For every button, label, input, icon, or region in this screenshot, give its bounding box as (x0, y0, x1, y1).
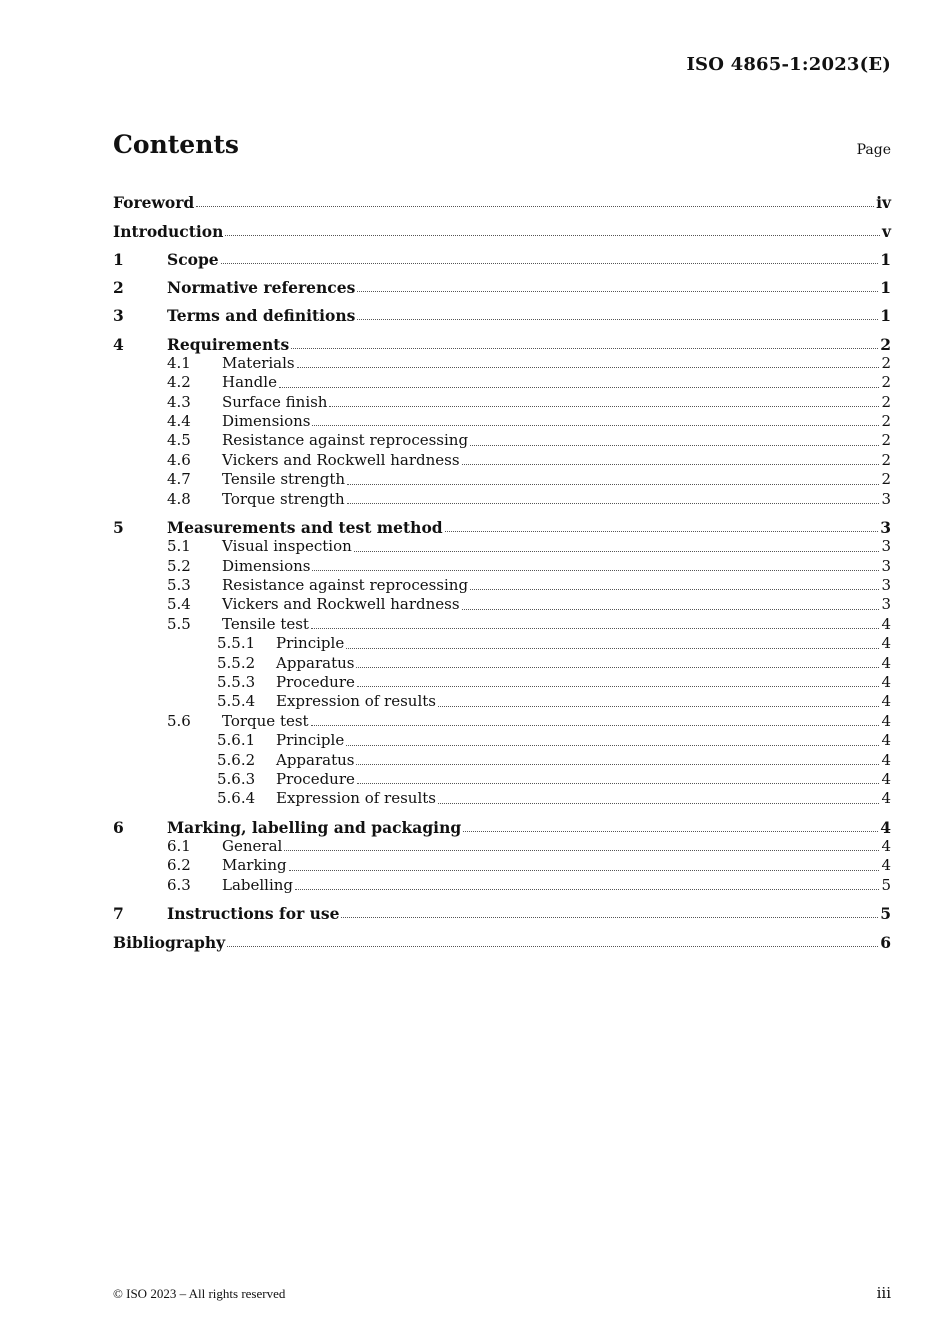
toc-entry-number: 5.3 (167, 575, 191, 594)
toc-entry-title[interactable]: Resistance against reprocessing (222, 575, 469, 594)
toc-entry-page: v (881, 221, 891, 241)
toc-entry-number: 4.6 (167, 450, 191, 469)
toc-entry-title[interactable]: Tensile strength (222, 470, 346, 489)
toc-entry-number: 5 (113, 518, 124, 538)
toc-entry[interactable] (113, 895, 891, 923)
toc-entry[interactable] (113, 297, 891, 325)
dot-leader (354, 550, 880, 552)
toc-entry-page: 2 (881, 431, 891, 450)
toc-entry-number: 5.6 (167, 711, 191, 730)
toc-entry-page: 4 (880, 817, 891, 837)
toc-entry-title[interactable]: Vickers and Rockwell hardness (222, 450, 460, 469)
toc-entry[interactable] (113, 731, 891, 750)
dot-leader (311, 627, 880, 629)
document-id: ISO 4865-1:2023(E) (686, 54, 891, 75)
toc-entry-page: 2 (881, 470, 891, 489)
toc-entry[interactable] (113, 615, 891, 634)
toc-entry-page: 4 (881, 634, 891, 653)
toc-entry-page: 2 (881, 450, 891, 469)
toc-entry[interactable] (113, 876, 891, 895)
toc-entry-title[interactable]: Normative references (167, 278, 356, 298)
toc-entry[interactable] (113, 393, 891, 412)
toc-entry-number: 1 (113, 249, 124, 269)
toc-entry-title[interactable]: Requirements (167, 334, 290, 354)
dot-leader (357, 685, 880, 687)
toc-entry-number: 4.3 (167, 392, 191, 411)
toc-entry-page: 3 (881, 489, 891, 508)
toc-entry-page: 2 (881, 373, 891, 392)
dot-leader (295, 888, 879, 890)
toc-entry[interactable] (113, 692, 891, 711)
toc-entry-page: 1 (880, 306, 891, 326)
toc-entry[interactable] (113, 412, 891, 431)
toc-entry-page: 1 (880, 278, 891, 298)
dot-leader (297, 366, 880, 368)
toc-entry-number: 6 (113, 817, 124, 837)
toc-entry[interactable] (113, 269, 891, 297)
toc-entry-title[interactable]: Dimensions (222, 411, 311, 430)
toc-entry[interactable] (113, 212, 891, 240)
toc-entry-page: 3 (880, 518, 891, 538)
toc-entry[interactable] (113, 770, 891, 789)
toc-entry-title[interactable]: Terms and definitions (167, 306, 356, 326)
toc-entry-page: 4 (881, 653, 891, 672)
toc-entry-title[interactable]: Torque strength (222, 489, 345, 508)
toc-entry-number: 5.5 (167, 614, 191, 633)
toc-entry-number: 6.3 (167, 875, 191, 894)
toc-entry-title[interactable]: Tensile test (222, 614, 309, 633)
toc-entry-page: 2 (881, 411, 891, 430)
toc-entry-title[interactable]: Foreword (113, 193, 195, 213)
toc-entry-page: 3 (881, 595, 891, 614)
toc-entry-title[interactable]: Apparatus (276, 653, 355, 672)
toc-entry-page: 2 (880, 334, 891, 354)
dot-leader (470, 588, 879, 590)
toc-entry-page: 4 (881, 692, 891, 711)
toc-entry-page: iv (876, 193, 891, 213)
toc-entry[interactable] (113, 809, 891, 837)
toc-entry-number: 4 (113, 334, 124, 354)
toc-entry[interactable] (113, 557, 891, 576)
toc-entry-number: 5.5.2 (217, 653, 256, 672)
dot-leader (445, 530, 879, 532)
toc-entry-page: 3 (881, 575, 891, 594)
dot-leader (312, 569, 879, 571)
toc-entry[interactable] (113, 184, 891, 212)
toc-entry-number: 4.2 (167, 373, 191, 392)
toc-entry-title[interactable]: Introduction (113, 221, 224, 241)
dot-leader (279, 386, 879, 388)
toc-entry-number: 4.8 (167, 489, 191, 508)
toc-entry-title[interactable]: Surface finish (222, 392, 328, 411)
dot-leader (356, 666, 879, 668)
toc-entry[interactable] (113, 634, 891, 653)
toc-entry[interactable] (113, 490, 891, 509)
toc-entry-title[interactable]: Expression of results (276, 692, 436, 711)
toc-entry[interactable] (113, 354, 891, 373)
toc-entry-number: 7 (113, 904, 124, 924)
toc-entry-title[interactable]: Expression of results (276, 789, 436, 808)
dot-leader (329, 405, 879, 407)
toc-entry-number: 5.5.1 (217, 634, 256, 653)
toc-entry-title[interactable]: Scope (167, 249, 219, 269)
toc-entry-page: 3 (881, 537, 891, 556)
toc-entry-title[interactable]: Marking (222, 856, 287, 875)
page-column-label: Page (856, 142, 891, 158)
toc-entry-title[interactable]: Labelling (222, 875, 294, 894)
toc-entry[interactable] (113, 325, 891, 353)
toc-entry-page: 4 (881, 750, 891, 769)
toc-entry-page: 4 (881, 731, 891, 750)
toc-entry-page: 2 (881, 392, 891, 411)
dot-leader (221, 262, 879, 264)
toc-entry-number: 5.6.4 (217, 789, 256, 808)
toc-entry-page: 5 (881, 875, 891, 894)
toc-entry[interactable] (113, 576, 891, 595)
toc-entry-number: 5.6.3 (217, 769, 256, 788)
toc-entry[interactable] (113, 451, 891, 470)
toc-entry[interactable] (113, 431, 891, 450)
dot-leader (196, 205, 874, 207)
toc-entry-title[interactable]: Vickers and Rockwell hardness (222, 595, 460, 614)
dot-leader (346, 647, 879, 649)
toc-entry-title[interactable]: Marking, labelling and packaging (167, 817, 462, 837)
toc-entry-page: 4 (881, 672, 891, 691)
toc-entry-number: 5.6.1 (217, 731, 256, 750)
toc-entry-page: 6 (880, 932, 891, 952)
toc-entry[interactable] (113, 789, 891, 808)
toc-entry-title[interactable]: Instructions for use (167, 904, 340, 924)
toc-entry-page: 4 (881, 769, 891, 788)
toc-entry-number: 4.1 (167, 353, 191, 372)
dot-leader (438, 705, 879, 707)
toc-entry-title[interactable]: Visual inspection (222, 537, 352, 556)
toc-entry-page: 1 (880, 249, 891, 269)
dot-leader (357, 318, 878, 320)
dot-leader (438, 802, 879, 804)
toc-entry-page: 4 (881, 789, 891, 808)
toc-entry[interactable] (113, 751, 891, 770)
toc-entry-number: 5.5.3 (217, 672, 256, 691)
dot-leader (312, 424, 879, 426)
footer-copyright: © ISO 2023 – All rights reserved (113, 1286, 286, 1301)
toc-entry[interactable] (113, 712, 891, 731)
toc-entry-number: 6.2 (167, 856, 191, 875)
toc-entry-number: 6.1 (167, 836, 191, 855)
dot-leader (462, 463, 880, 465)
toc-entry-number: 4.4 (167, 411, 191, 430)
dot-leader (462, 608, 880, 610)
toc-entry-page: 4 (881, 614, 891, 633)
dot-leader (347, 502, 880, 504)
dot-leader (470, 444, 879, 446)
toc-entry[interactable] (113, 537, 891, 556)
toc-entry[interactable] (113, 470, 891, 489)
toc-entry[interactable] (113, 837, 891, 856)
dot-leader (356, 763, 879, 765)
toc-entry-number: 4.5 (167, 431, 191, 450)
toc-entry[interactable] (113, 509, 891, 537)
toc-entry[interactable] (113, 856, 891, 875)
dot-leader (225, 234, 880, 236)
toc-entry[interactable] (113, 673, 891, 692)
toc-entry-title[interactable]: Materials (222, 353, 295, 372)
dot-leader (346, 744, 879, 746)
toc-entry-title[interactable]: Principle (276, 634, 345, 653)
toc-entry-title[interactable]: Resistance against reprocessing (222, 431, 469, 450)
footer-page-number: iii (876, 1284, 891, 1302)
toc-entry-title[interactable]: Procedure (276, 672, 355, 691)
toc-entry-number: 5.5.4 (217, 692, 256, 711)
toc-entry-page: 3 (881, 556, 891, 575)
dot-leader (311, 724, 880, 726)
toc-entry-title[interactable]: Bibliography (113, 932, 226, 952)
toc-entry[interactable] (113, 654, 891, 673)
toc-entry-page: 5 (880, 904, 891, 924)
table-of-contents (113, 184, 891, 952)
dot-leader (289, 869, 880, 871)
toc-entry-number: 4.7 (167, 470, 191, 489)
dot-leader (341, 916, 878, 918)
dot-leader (284, 849, 879, 851)
contents-title: Contents (113, 130, 240, 159)
toc-entry-title[interactable]: Principle (276, 731, 345, 750)
toc-entry-title[interactable]: Measurements and test method (167, 518, 443, 538)
toc-entry-number: 5.4 (167, 595, 191, 614)
toc-entry-number: 2 (113, 278, 124, 298)
dot-leader (291, 347, 878, 349)
dot-leader (463, 830, 878, 832)
toc-entry-page: 4 (881, 711, 891, 730)
toc-entry-page: 4 (881, 856, 891, 875)
toc-entry-title[interactable]: Handle (222, 373, 277, 392)
toc-entry-title[interactable]: Dimensions (222, 556, 311, 575)
toc-entry-title[interactable]: General (222, 836, 283, 855)
toc-entry[interactable] (113, 373, 891, 392)
dot-leader (347, 483, 879, 485)
toc-entry[interactable] (113, 923, 891, 951)
toc-entry-number: 5.2 (167, 556, 191, 575)
toc-entry-page: 2 (881, 353, 891, 372)
toc-entry[interactable] (113, 595, 891, 614)
dot-leader (357, 290, 878, 292)
toc-entry-title[interactable]: Procedure (276, 769, 355, 788)
toc-entry-number: 3 (113, 306, 124, 326)
toc-entry-page: 4 (881, 836, 891, 855)
dot-leader (357, 782, 880, 784)
toc-entry-title[interactable]: Apparatus (276, 750, 355, 769)
toc-entry[interactable] (113, 241, 891, 269)
dot-leader (227, 945, 878, 947)
toc-entry-number: 5.6.2 (217, 750, 256, 769)
toc-entry-title[interactable]: Torque test (222, 711, 309, 730)
toc-entry-number: 5.1 (167, 537, 191, 556)
